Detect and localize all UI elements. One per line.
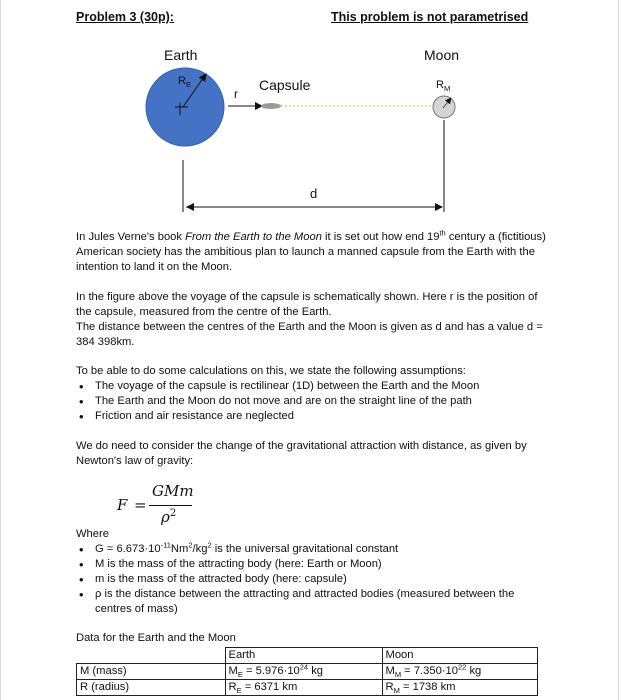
moon-mass-cell: $M_M = 7.350\cdot 10^{22}$ kg — [382, 664, 537, 680]
capsule-shape — [261, 103, 281, 109]
d-arrow-head-left — [186, 203, 194, 211]
row-mass-label: M (mass) — [77, 664, 226, 680]
parametrised-note: This problem is not parametrised — [331, 10, 529, 24]
table-row — [77, 664, 538, 680]
moon-radius-label: $R_M$ — [436, 79, 451, 94]
col-earth: Earth — [225, 648, 382, 664]
figure-description: In the figure above the voyage of the capsule is schematically shown. Here r is the position of the capsule, measured from the centre of the Earth. The distance between the centres of the Earth and the Moon is given as d and has a value d = 384 398km. — [76, 291, 543, 348]
earth-radius-label: $R_E$ — [178, 75, 191, 90]
r-label: r — [234, 87, 238, 101]
gravity-intro: We do need to consider the change of the gravitational attraction with distance, as given by Newton's law of gravity: — [76, 440, 527, 467]
where-label: Where — [76, 528, 109, 540]
list-item: • M is the mass of the attracting body (here: Earth or Moon) — [76, 557, 546, 572]
assumptions-intro: To be able to do some calculations on this, we state the following assumptions: — [76, 365, 466, 377]
row-radius-label: R (radius) — [77, 680, 226, 696]
list-item: • m is the mass of the attracted body (here: capsule) — [76, 572, 546, 587]
d-label: d — [310, 186, 318, 201]
earth-label: Earth — [164, 47, 198, 63]
assumptions-list — [76, 379, 546, 424]
variables-list — [76, 542, 546, 617]
earth-moon-data-table — [76, 647, 538, 696]
list-item: • $G = 6.673\cdot 10^{-11}Nm^2/kg^2$ is the universal gravitational constant — [76, 542, 546, 557]
moon-label: Moon — [424, 47, 460, 63]
list-item: • The voyage of the capsule is rectilinear (1D) between the Earth and the Moon — [76, 379, 546, 394]
table-row — [77, 648, 538, 664]
list-item: • The Earth and the Moon do not move and are on the straight line of the path — [76, 394, 546, 409]
earth-radius-cell: $R_E = 6371$ km — [225, 680, 382, 696]
problem-title: Problem 3 (30p): — [76, 10, 174, 24]
intro-paragraph: In Jules Verne's book From the Earth to the Moon it is set out how end 19th century a (fictitious) American society has the ambitious plan to launch a manned capsule from the Earth with the intention to land it on the Moon. — [76, 228, 546, 273]
earth-mass-cell: $M_E = 5.976\cdot 10^{24}$ kg — [225, 664, 382, 680]
list-item: • Friction and air resistance are neglected — [76, 409, 546, 424]
col-moon: Moon — [382, 648, 537, 664]
capsule-label: Capsule — [259, 77, 311, 93]
list-item: • ρ is the distance between the attracting and attracted bodies (measured between the centres of mass) — [76, 587, 546, 617]
table-caption: Data for the Earth and the Moon — [76, 632, 236, 644]
table-row — [77, 680, 538, 696]
moon-radius-cell: $R_M = 1738$ km — [382, 680, 537, 696]
